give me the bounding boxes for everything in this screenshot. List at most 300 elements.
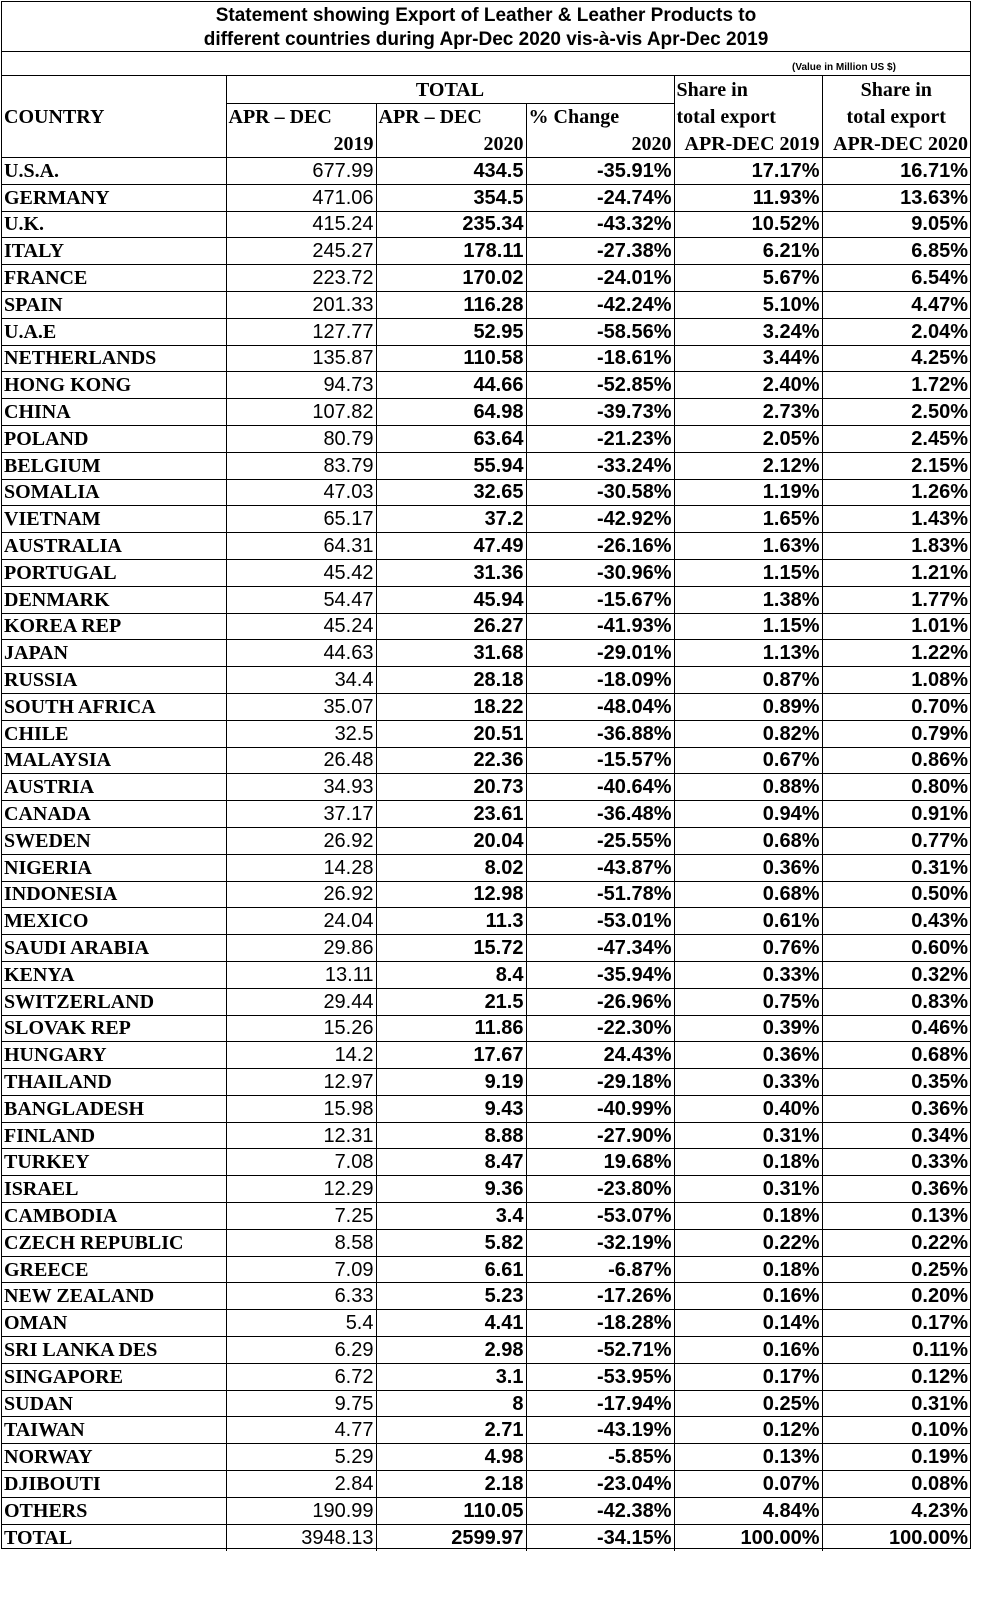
value-2020-cell: 55.94: [376, 452, 526, 479]
country-cell: RUSSIA: [2, 667, 226, 694]
share-2020-cell: 0.50%: [822, 881, 970, 908]
share-2019-cell: 0.18%: [674, 1149, 822, 1176]
share-2019-cell: 2.05%: [674, 425, 822, 452]
pct-change-cell: -15.57%: [526, 747, 674, 774]
share-2020-cell: 0.83%: [822, 988, 970, 1015]
country-cell: HONG KONG: [2, 372, 226, 399]
table-row: [2, 238, 970, 265]
pct-change-cell: -41.93%: [526, 613, 674, 640]
value-2019-cell: 6.72: [226, 1363, 376, 1390]
value-2020-cell: 178.11: [376, 238, 526, 265]
share-2020-cell: 2.04%: [822, 318, 970, 345]
share-2020-cell: 4.25%: [822, 345, 970, 372]
table-row: [2, 1015, 970, 1042]
country-cell: INDONESIA: [2, 881, 226, 908]
header-pct-change: % Change: [526, 104, 674, 131]
share-2019-cell: 0.61%: [674, 908, 822, 935]
value-2020-cell: 52.95: [376, 318, 526, 345]
value-2020-cell: 4.41: [376, 1310, 526, 1337]
table-row: [2, 372, 970, 399]
share-2020-cell: 1.08%: [822, 667, 970, 694]
value-2020-cell: 37.2: [376, 506, 526, 533]
pct-change-cell: -27.38%: [526, 238, 674, 265]
table-row: [2, 1444, 970, 1471]
value-2019-cell: 12.31: [226, 1122, 376, 1149]
country-cell: SLOVAK REP: [2, 1015, 226, 1042]
table-row: [2, 1417, 970, 1444]
pct-change-cell: -21.23%: [526, 425, 674, 452]
table-row: [2, 586, 970, 613]
header-blank-2: [2, 131, 226, 158]
pct-change-cell: -24.01%: [526, 265, 674, 292]
pct-change-cell: -29.01%: [526, 640, 674, 667]
value-2019-cell: 127.77: [226, 318, 376, 345]
value-2019-cell: 135.87: [226, 345, 376, 372]
country-cell: SWEDEN: [2, 827, 226, 854]
value-2019-cell: 14.2: [226, 1042, 376, 1069]
country-cell: JAPAN: [2, 640, 226, 667]
share-2019-cell: 100.00%: [674, 1524, 822, 1551]
pct-change-cell: -30.96%: [526, 559, 674, 586]
pct-change-cell: -40.99%: [526, 1095, 674, 1122]
pct-change-cell: -36.88%: [526, 720, 674, 747]
country-cell: DENMARK: [2, 586, 226, 613]
value-2020-cell: 28.18: [376, 667, 526, 694]
share-2020-cell: 4.23%: [822, 1497, 970, 1524]
share-2019-cell: 1.19%: [674, 479, 822, 506]
share-2020-cell: 0.68%: [822, 1042, 970, 1069]
country-cell: OTHERS: [2, 1497, 226, 1524]
share-2020-cell: 0.10%: [822, 1417, 970, 1444]
pct-change-cell: -42.92%: [526, 506, 674, 533]
value-2019-cell: 12.97: [226, 1069, 376, 1096]
pct-change-cell: -53.07%: [526, 1203, 674, 1230]
country-cell: SOUTH AFRICA: [2, 693, 226, 720]
value-2019-cell: 65.17: [226, 506, 376, 533]
table-row: [2, 533, 970, 560]
value-2019-cell: 6.33: [226, 1283, 376, 1310]
table-row: [2, 211, 970, 238]
share-2019-cell: 17.17%: [674, 158, 822, 185]
share-2019-cell: 1.13%: [674, 640, 822, 667]
pct-change-cell: -27.90%: [526, 1122, 674, 1149]
share-2020-cell: 0.36%: [822, 1095, 970, 1122]
pct-change-cell: -35.94%: [526, 961, 674, 988]
value-2020-cell: 170.02: [376, 265, 526, 292]
value-2020-cell: 32.65: [376, 479, 526, 506]
value-2019-cell: 80.79: [226, 425, 376, 452]
table-row: [2, 1497, 970, 1524]
share-2019-cell: 0.68%: [674, 881, 822, 908]
share-2019-cell: 0.33%: [674, 961, 822, 988]
pct-change-cell: -51.78%: [526, 881, 674, 908]
share-2020-cell: 1.26%: [822, 479, 970, 506]
country-cell: NEW ZEALAND: [2, 1283, 226, 1310]
country-cell: U.A.E: [2, 318, 226, 345]
table-row: [2, 1471, 970, 1498]
country-cell: MEXICO: [2, 908, 226, 935]
value-2020-cell: 235.34: [376, 211, 526, 238]
value-2019-cell: 7.09: [226, 1256, 376, 1283]
share-2020-cell: 1.01%: [822, 613, 970, 640]
value-2019-cell: 107.82: [226, 399, 376, 426]
value-2020-cell: 8.47: [376, 1149, 526, 1176]
share-2020-cell: 0.35%: [822, 1069, 970, 1096]
pct-change-cell: -48.04%: [526, 693, 674, 720]
share-2020-cell: 0.34%: [822, 1122, 970, 1149]
share-2019-cell: 0.82%: [674, 720, 822, 747]
pct-change-cell: -18.09%: [526, 667, 674, 694]
share-2020-cell: 1.22%: [822, 640, 970, 667]
share-2019-cell: 0.16%: [674, 1337, 822, 1364]
value-2020-cell: 15.72: [376, 935, 526, 962]
share-2020-cell: 0.31%: [822, 1390, 970, 1417]
value-2020-cell: 110.58: [376, 345, 526, 372]
unit-note: (Value in Million US $): [792, 62, 896, 73]
value-2019-cell: 15.26: [226, 1015, 376, 1042]
value-2019-cell: 6.29: [226, 1337, 376, 1364]
header-apr-dec-2020: APR – DEC: [376, 104, 526, 131]
share-2020-cell: 0.32%: [822, 961, 970, 988]
value-2020-cell: 8.88: [376, 1122, 526, 1149]
country-cell: KENYA: [2, 961, 226, 988]
value-2019-cell: 13.11: [226, 961, 376, 988]
value-2019-cell: 34.93: [226, 774, 376, 801]
header-year-2020: 2020: [376, 131, 526, 158]
pct-change-cell: -32.19%: [526, 1229, 674, 1256]
header-apr-dec-2019: APR – DEC: [226, 104, 376, 131]
share-2019-cell: 3.24%: [674, 318, 822, 345]
share-2020-cell: 6.54%: [822, 265, 970, 292]
country-cell: FINLAND: [2, 1122, 226, 1149]
share-2019-cell: 1.38%: [674, 586, 822, 613]
pct-change-cell: -17.26%: [526, 1283, 674, 1310]
table-row: [2, 452, 970, 479]
value-2020-cell: 2.18: [376, 1471, 526, 1498]
share-2019-cell: 5.10%: [674, 291, 822, 318]
value-2019-cell: 7.25: [226, 1203, 376, 1230]
value-2020-cell: 8: [376, 1390, 526, 1417]
country-cell: SINGAPORE: [2, 1363, 226, 1390]
country-cell: HUNGARY: [2, 1042, 226, 1069]
pct-change-cell: -23.80%: [526, 1176, 674, 1203]
country-cell: THAILAND: [2, 1069, 226, 1096]
share-2019-cell: 1.65%: [674, 506, 822, 533]
share-2019-cell: 0.07%: [674, 1471, 822, 1498]
share-2019-cell: 3.44%: [674, 345, 822, 372]
table-row: [2, 961, 970, 988]
share-2019-cell: 0.94%: [674, 801, 822, 828]
statement-frame: [1, 1, 971, 1549]
country-cell: VIETNAM: [2, 506, 226, 533]
value-2020-cell: 12.98: [376, 881, 526, 908]
table-row: [2, 1363, 970, 1390]
table-row: [2, 345, 970, 372]
value-2019-cell: 471.06: [226, 184, 376, 211]
value-2019-cell: 54.47: [226, 586, 376, 613]
country-cell: SOMALIA: [2, 479, 226, 506]
share-2019-cell: 0.13%: [674, 1444, 822, 1471]
share-2020-cell: 1.21%: [822, 559, 970, 586]
share-2019-cell: 0.76%: [674, 935, 822, 962]
value-2019-cell: 45.42: [226, 559, 376, 586]
pct-change-cell: -35.91%: [526, 158, 674, 185]
value-2020-cell: 3.1: [376, 1363, 526, 1390]
pct-change-cell: -39.73%: [526, 399, 674, 426]
header-total-export-2020: total export: [822, 104, 970, 131]
table-row: [2, 184, 970, 211]
value-2020-cell: 47.49: [376, 533, 526, 560]
share-2019-cell: 0.31%: [674, 1122, 822, 1149]
share-2019-cell: 1.15%: [674, 559, 822, 586]
table-row: [2, 1524, 970, 1551]
header-year-2019: 2019: [226, 131, 376, 158]
pct-change-cell: -42.38%: [526, 1497, 674, 1524]
country-cell: SWITZERLAND: [2, 988, 226, 1015]
share-2019-cell: 0.39%: [674, 1015, 822, 1042]
value-2020-cell: 31.36: [376, 559, 526, 586]
table-row: [2, 881, 970, 908]
pct-change-cell: -5.85%: [526, 1444, 674, 1471]
table-row: [2, 425, 970, 452]
pct-change-cell: -58.56%: [526, 318, 674, 345]
share-2019-cell: 0.67%: [674, 747, 822, 774]
share-2019-cell: 0.31%: [674, 1176, 822, 1203]
table-row: [2, 1203, 970, 1230]
value-2019-cell: 32.5: [226, 720, 376, 747]
table-row: [2, 399, 970, 426]
share-2020-cell: 0.46%: [822, 1015, 970, 1042]
share-2020-cell: 16.71%: [822, 158, 970, 185]
share-2020-cell: 0.22%: [822, 1229, 970, 1256]
table-row: [2, 1042, 970, 1069]
value-2019-cell: 29.44: [226, 988, 376, 1015]
table-row: [2, 693, 970, 720]
pct-change-cell: 19.68%: [526, 1149, 674, 1176]
pct-change-cell: -42.24%: [526, 291, 674, 318]
value-2020-cell: 20.73: [376, 774, 526, 801]
pct-change-cell: -15.67%: [526, 586, 674, 613]
value-2020-cell: 11.3: [376, 908, 526, 935]
value-2019-cell: 201.33: [226, 291, 376, 318]
pct-change-cell: -23.04%: [526, 1471, 674, 1498]
table-row: [2, 667, 970, 694]
share-2020-cell: 0.08%: [822, 1471, 970, 1498]
table-row: [2, 506, 970, 533]
share-2020-cell: 0.20%: [822, 1283, 970, 1310]
country-cell: SPAIN: [2, 291, 226, 318]
table-row: [2, 854, 970, 881]
country-cell: OMAN: [2, 1310, 226, 1337]
value-2019-cell: 5.4: [226, 1310, 376, 1337]
table-row: [2, 559, 970, 586]
pct-change-cell: -52.71%: [526, 1337, 674, 1364]
country-cell: SAUDI ARABIA: [2, 935, 226, 962]
share-2019-cell: 0.16%: [674, 1283, 822, 1310]
value-2019-cell: 45.24: [226, 613, 376, 640]
value-2019-cell: 5.29: [226, 1444, 376, 1471]
share-2020-cell: 0.12%: [822, 1363, 970, 1390]
country-cell: TURKEY: [2, 1149, 226, 1176]
value-2019-cell: 44.63: [226, 640, 376, 667]
header-row-2: [2, 104, 970, 131]
pct-change-cell: -22.30%: [526, 1015, 674, 1042]
share-2020-cell: 13.63%: [822, 184, 970, 211]
export-table: [2, 75, 970, 1551]
country-cell: BELGIUM: [2, 452, 226, 479]
pct-change-cell: -47.34%: [526, 935, 674, 962]
value-2020-cell: 9.19: [376, 1069, 526, 1096]
share-2020-cell: 0.19%: [822, 1444, 970, 1471]
table-row: [2, 1390, 970, 1417]
value-2020-cell: 23.61: [376, 801, 526, 828]
value-2020-cell: 31.68: [376, 640, 526, 667]
value-2020-cell: 22.36: [376, 747, 526, 774]
value-2020-cell: 116.28: [376, 291, 526, 318]
value-2020-cell: 8.02: [376, 854, 526, 881]
share-2019-cell: 1.15%: [674, 613, 822, 640]
pct-change-cell: -30.58%: [526, 479, 674, 506]
value-2020-cell: 110.05: [376, 1497, 526, 1524]
share-2020-cell: 0.25%: [822, 1256, 970, 1283]
pct-change-cell: 24.43%: [526, 1042, 674, 1069]
country-cell: NETHERLANDS: [2, 345, 226, 372]
value-2020-cell: 44.66: [376, 372, 526, 399]
value-2020-cell: 2599.97: [376, 1524, 526, 1551]
title-line-1: Statement showing Export of Leather & Leather Products to: [215, 5, 757, 26]
share-2019-cell: 6.21%: [674, 238, 822, 265]
country-cell: U.S.A.: [2, 158, 226, 185]
value-2020-cell: 26.27: [376, 613, 526, 640]
table-row: [2, 801, 970, 828]
value-2019-cell: 8.58: [226, 1229, 376, 1256]
pct-change-cell: -26.16%: [526, 533, 674, 560]
table-row: [2, 908, 970, 935]
country-cell: KOREA REP: [2, 613, 226, 640]
share-2019-cell: 4.84%: [674, 1497, 822, 1524]
share-2020-cell: 2.15%: [822, 452, 970, 479]
table-row: [2, 720, 970, 747]
value-2019-cell: 37.17: [226, 801, 376, 828]
table-row: [2, 1256, 970, 1283]
country-cell: CAMBODIA: [2, 1203, 226, 1230]
share-2020-cell: 100.00%: [822, 1524, 970, 1551]
value-2020-cell: 20.51: [376, 720, 526, 747]
header-row-3: [2, 131, 970, 158]
share-2019-cell: 0.12%: [674, 1417, 822, 1444]
header-row-1: [2, 76, 970, 104]
table-row: [2, 1283, 970, 1310]
header-share-in-2019: Share in: [674, 76, 822, 104]
value-2019-cell: 245.27: [226, 238, 376, 265]
value-2020-cell: 354.5: [376, 184, 526, 211]
share-2020-cell: 0.31%: [822, 854, 970, 881]
value-2020-cell: 17.67: [376, 1042, 526, 1069]
value-2019-cell: 2.84: [226, 1471, 376, 1498]
header-share-2020: APR-DEC 2020: [822, 131, 970, 158]
share-2020-cell: 2.45%: [822, 425, 970, 452]
share-2020-cell: 0.60%: [822, 935, 970, 962]
country-cell: U.K.: [2, 211, 226, 238]
country-cell: GERMANY: [2, 184, 226, 211]
country-cell: FRANCE: [2, 265, 226, 292]
value-2019-cell: 34.4: [226, 667, 376, 694]
value-2019-cell: 35.07: [226, 693, 376, 720]
table-row: [2, 479, 970, 506]
pct-change-cell: -18.61%: [526, 345, 674, 372]
country-cell: CHILE: [2, 720, 226, 747]
share-2019-cell: 0.75%: [674, 988, 822, 1015]
value-2019-cell: 190.99: [226, 1497, 376, 1524]
share-2020-cell: 0.33%: [822, 1149, 970, 1176]
value-2019-cell: 26.48: [226, 747, 376, 774]
header-total-export-2019: total export: [674, 104, 822, 131]
pct-change-cell: -43.19%: [526, 1417, 674, 1444]
table-row: [2, 1176, 970, 1203]
value-2019-cell: 7.08: [226, 1149, 376, 1176]
value-2020-cell: 63.64: [376, 425, 526, 452]
country-cell: POLAND: [2, 425, 226, 452]
value-2020-cell: 9.43: [376, 1095, 526, 1122]
share-2019-cell: 0.17%: [674, 1363, 822, 1390]
pct-change-cell: -18.28%: [526, 1310, 674, 1337]
header-country: COUNTRY: [4, 106, 105, 128]
country-cell: MALAYSIA: [2, 747, 226, 774]
pct-change-cell: -17.94%: [526, 1390, 674, 1417]
share-2019-cell: 0.87%: [674, 667, 822, 694]
country-cell: SRI LANKA DES: [2, 1337, 226, 1364]
pct-change-cell: -24.74%: [526, 184, 674, 211]
share-2019-cell: 1.63%: [674, 533, 822, 560]
value-2020-cell: 18.22: [376, 693, 526, 720]
share-2019-cell: 10.52%: [674, 211, 822, 238]
value-2019-cell: 64.31: [226, 533, 376, 560]
table-row: [2, 1229, 970, 1256]
table-row: [2, 318, 970, 345]
share-2019-cell: 0.40%: [674, 1095, 822, 1122]
value-2019-cell: 4.77: [226, 1417, 376, 1444]
country-cell: NIGERIA: [2, 854, 226, 881]
pct-change-cell: -6.87%: [526, 1256, 674, 1283]
share-2020-cell: 1.43%: [822, 506, 970, 533]
value-2019-cell: 47.03: [226, 479, 376, 506]
value-2019-cell: 12.29: [226, 1176, 376, 1203]
share-2020-cell: 0.13%: [822, 1203, 970, 1230]
pct-change-cell: -40.64%: [526, 774, 674, 801]
share-2020-cell: 1.77%: [822, 586, 970, 613]
pct-change-cell: -43.32%: [526, 211, 674, 238]
header-year-2020-change: 2020: [526, 131, 674, 158]
value-2019-cell: 26.92: [226, 827, 376, 854]
pct-change-cell: -25.55%: [526, 827, 674, 854]
country-cell: ITALY: [2, 238, 226, 265]
table-row: [2, 1310, 970, 1337]
table-row: [2, 613, 970, 640]
share-2020-cell: 0.86%: [822, 747, 970, 774]
header-share-in-2020: Share in: [822, 76, 970, 104]
value-2020-cell: 45.94: [376, 586, 526, 613]
value-2019-cell: 26.92: [226, 881, 376, 908]
pct-change-cell: -34.15%: [526, 1524, 674, 1551]
share-2019-cell: 2.40%: [674, 372, 822, 399]
header-share-2019: APR-DEC 2019: [674, 131, 822, 158]
value-2020-cell: 434.5: [376, 158, 526, 185]
value-2020-cell: 5.23: [376, 1283, 526, 1310]
share-2020-cell: 0.43%: [822, 908, 970, 935]
share-2019-cell: 0.33%: [674, 1069, 822, 1096]
share-2020-cell: 1.72%: [822, 372, 970, 399]
share-2019-cell: 2.12%: [674, 452, 822, 479]
